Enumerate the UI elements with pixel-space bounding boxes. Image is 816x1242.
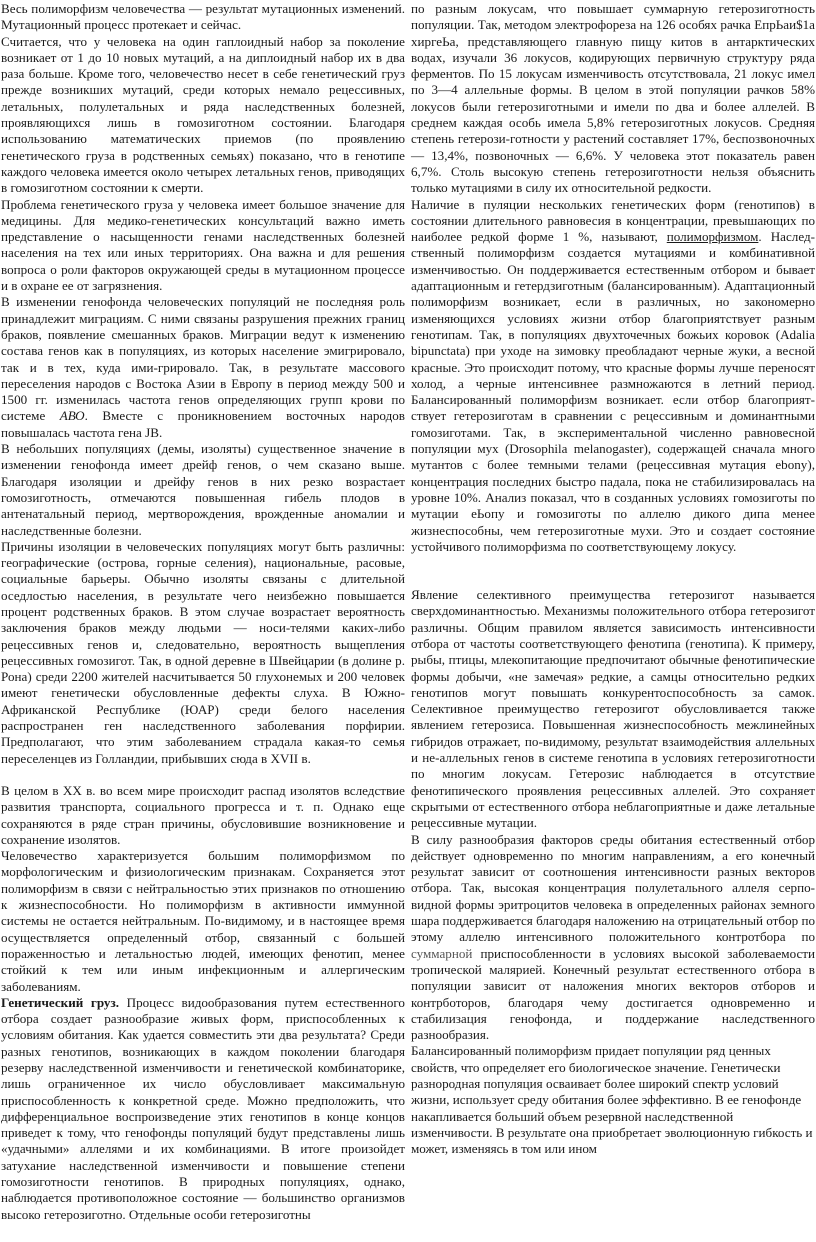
paragraph-selection-vectors — [411, 832, 815, 1044]
paragraph-genetic-load-medicine: Проблема генетического груза у человека имеет большое значение для медицины. Для медико-генетических консультаций важно иметь представление о насыщенности генами наследственных болезней населения на тех или иных территориях. Она важна и для решения вопроса о роли факторов окружающей среды в мутационном процессе и в охране ее от загрязнения. — [1, 196, 405, 294]
summary-fitness-term: суммарной — [411, 945, 473, 961]
section-heading-genetic-load: Генетический груз. — [1, 994, 120, 1010]
paragraph-isolates-drift: В небольших популяциях (демы, изоляты) существенное значение в изменении генофонда имеет дрейф генов, о чем сказано выше. Благодаря изоляции и дрейфу генов в них резко возрастает гомозиготность, отмечаются повышенная гибель плодов в антенатальный период, мертворождения, врожденные аномалии и наследственные болезни. — [1, 441, 405, 538]
right-column — [411, 1, 815, 1157]
paragraph-human-polymorphism: Человечество характеризуется большим полиморфизмом по морфологическим и физиологическим признакам. Сохраняется этот полиморфизм в связи с нейтральностью этих признаков по отношению к жизнеспособности. Но полиморфизм в активности иммунной системы не остается нейтральным. По-видимому, и в настоящее время осуществляется определенный отбор, связанный с большей пораженностью и летальностью людей, имеющих фенотип, менее стойкий к тем или иным инфекционным и аллергическим заболеваниям. — [1, 848, 405, 994]
paragraph-isolation-causes: Причины изоляции в человеческих популяциях могут быть различны: географические (острова, горные селения), национальные, расовые, социальные барьеры. Обычно изоляты связаны с длительной оседлостью населения, в результате чего неизбежно повышается процент родственных браков. В этом случае возрастает вероятность заключения браков между людьми — носи-телями каких-либо рецессивных генов и, следовательно, вероятность выщепления рецессивных гомозигот. Так, в одной деревне в Швейцарии (в долине р. Рона) среди 2200 жителей насчитывается 50 глухонемых и 200 человек имеют генетически обусловленные дефекты слуха. В Южно-Африканской Республике (ЮАР) среди белого населения распространен ген наследственного заболевания порфирии. Предполагают, что этим заболеванием страдала какая-то семья переселенцев из Голландии, прибывших сюда в XVII в. — [1, 538, 405, 766]
paragraph-polymorphism-mutations: Весь полиморфизм человечества — результат мутационных изменений. Мутационный процесс протекает и сейчас. — [1, 1, 405, 33]
paragraph-heterozygosity: по разным локусам, что повышает суммарную гетерозиготность популяции. Так, методом электрофореза на 126 особях рачка ЕпрЬаи$1а хиргеЬа, представляющего главную пищу китов в антарктических водах, изучали 36 локусов, кодирующих первичную структуру ряда ферментов. По 15 локусам изменчивость отсутствовала, 21 локус имел по 3—4 аллельные формы. В целом в этой популяции рачков 58% локусов были гетерозиготными и имели по два и более аллелей. В среднем каждая особь имела 5,8% гетерозиготных локусов. Средняя степень гетерози-готности у растений составляет 17%, беспозвоночных— 13,4%, позвоночных — 6,6%. У человека этот показатель равен 6,7%. Столь высокую степень гетерозиготности нельзя объяснить только мутациями в силу их относительной редкости. — [411, 1, 815, 196]
paragraph-migrations — [1, 294, 405, 441]
paragraph-spacer — [411, 571, 815, 587]
paragraph-genetic-load — [1, 995, 405, 1223]
left-column — [1, 1, 405, 1223]
paragraph-isolates-decay: В целом в XX в. во всем мире происходит распад изолятов вследствие развития транспорта, социального прогресса и т. п. Однако еще сохраняются в ряде стран причины, обусловившие возникновение и сохранение изолятов. — [1, 782, 405, 847]
polymorphism-term: полиморфизмом — [666, 229, 759, 245]
selection-text: В силу разнообразия факторов среды обитания естественный отбор действует одновременно по многим направлениям, а его конечный результат зависит от соотношения интенсивности разных векторов отбора. Так, высокая концентрация полулетального аллеля серпо-видной формы эритроцитов человека в определенных районах земного шара поддерживается благодаря наложению на отрицательный отбор по этому аллелю интенсивного положительного контротбора по — [411, 831, 815, 945]
selection-text-end: приспособленности в условиях высокой заболеваемости тропической малярией. Конечный результат естественного отбора в популяции зависит от наложения многих векторов отборов и контрботоров, благодаря чему достигается одновременно и стабилизация генофонда, и поддержание наследственного разнообразия. — [411, 945, 815, 1043]
paragraph-polymorphism-definition — [411, 197, 815, 556]
paragraph-spacer — [411, 555, 815, 571]
polymorphism-text: Наличие в пуляции нескольких генетических форм (генотипов) в состоянии длительного равновесия в концентрации, превышающих по наиболее редкой форме 1 %, называют, — [411, 196, 815, 245]
paragraph-balanced-polymorphism: Балансированный полиморфизм придает популяции ряд ценных свойств, что определяет его биологическое значение. Генетически разнородная популяция осваивает более широкий спектр условий жизни, использует среду обитания более эффективно. В ее генофонде накапливается больший объем резервной наследственной изменчивости. В результате она приобретает эволюционную гибкость и может, изменяясь в том или ином — [411, 1043, 813, 1157]
polymorphism-text-end: . Наслед-ственный полиморфизм создается мутациями и комбинативной изменчивостью. Он поддерживается естественным отбором и бывает адаптационным и гетердзиготным (балансированным). Адаптационный полиморфизм возникает, если в различных, но закономерно изменяющихся условиях жизни отбор благоприятствует разным генотипам. Так, в популяциях двухточечных божьих коровок (Adalia bipunctata) при уходе на зимовку преобладают черные жуки, а весной красные. Это происходит потому, что красные формы лучше переносят холод, а черные интенсивнее размножаются в летний период. Балансированный полиморфизм возникает. если отбор благоприят-ствует гетерозиготам в сравнении с рецессивным и доминантными гомозиготами. Так, в экспериментальной численно равновесной популяции мух (Drosophila melanogaster), содержащей сначала много мутантов с более темными телами (рецессивная мутация ebony), концентрация последних быстро падала, пока не стабилизировалась на уровне 10%. Анализ показал, что в созданных условиях гомозиготы по мутации еЬопу и гомозиготы по аллелю дикого дипа менее жизнеспособны, чем гетерозиготные мухи. Это и создает состояние устойчивого полиморфизма по соответствующему локусу. — [411, 229, 815, 554]
migrations-text: В изменении генофонда человеческих популяций не последняя роль принадлежит миграциям. С ними связаны разрушения прежних границ браков, появление смешанных браков. Миграции ведут к изменению состава генов как в популяциях, из которых население эмигрировало, так и в тех, куда ими-грировало. Так, в результате массового переселения народов с Востока Азии в Европу в период между 500 и 1500 гг. изменилась частота генов определяющих групп крови по системе — [1, 294, 405, 424]
paragraph-spacer — [1, 767, 405, 783]
migrations-text-end: . Вместе с проникновением восточных народов повышалась частота гена JB. — [1, 408, 405, 440]
abo-term: АВО — [59, 408, 85, 424]
paragraph-overdominance: Явление селективного преимущества гетерозигот называется сверхдоминантностью. Механизмы положительного отбора гетерозигот различны. Общим правилом является зависимость интенсивности отбора от частоты соответствующего фенотипа (генотипа). К примеру, рыбы, птицы, млекопитающие предпочитают обычные фенотипические формы добычи, «не замечая» редкие, а самцы относительно редких генотипов могут повышать конкурентоспособность за самок. Селективное преимущество гетерозигот обусловливается также явлением гетерозиса. Повышенная жизнеспособность межлинейных гибридов отражает, по-видимому, результат взаимодействия аллельных и не-аллельных генов в системе генотипа в условиях гетерозиготности по многим локусам. Гетерозис наблюдается в отсутствие фенотипического проявления рецессивных аллелей. Это сохраняет скрытыми от естественного отбора неблагоприятные и даже летальные рецессивные мутации. — [411, 587, 815, 831]
genetic-load-text: Процесс видообразования путем естественного отбора создает разнообразие живых форм, приспособленных к условиям обитания. Как удается совместить эти два результата? Среди разных генотипов, возникающих в каждом поколении благодаря резерву наследственной изменчивости и генетической комбинаторике, лишь ограниченное их число обусловливает максимальную приспособленность к конкретной среде. Можно предположить, что дифференциальное воспроизведение этих генотипов в конце концов приведет к тому, что генофонды популяций будут представлены лишь «удачными» аллелями и их комбинациями. В итоге произойдет затухание наследственной изменчивости и повышение степени гомозиготности генотипов. В природных популяциях, однако, наблюдается противоположное состояние — большинство организмов высоко гетерозиготно. Отдельные особи гетерозиготны — [1, 994, 405, 1222]
paragraph-mutation-rate: Считается, что у человека на один гаплоидный набор за поколение возникает от 1 до 10 новых мутаций, а на диплоидный набор их в два раза больше. Кроме того, человечество несет в себе генетический груз прежде возникших мутаций, среди которых немало рецессивных, летальных, полулетальных и ряда наследственных болезней, проявляющихся лишь в гомозиготном состоянии. Благодаря использованию математических приемов (по проявлению генетического груза в родственных семьях) показано, что в генотипе каждого человека имеется около четырех летальных генов, приводящих в гомозиготном состоянии к смерти. — [1, 33, 405, 196]
